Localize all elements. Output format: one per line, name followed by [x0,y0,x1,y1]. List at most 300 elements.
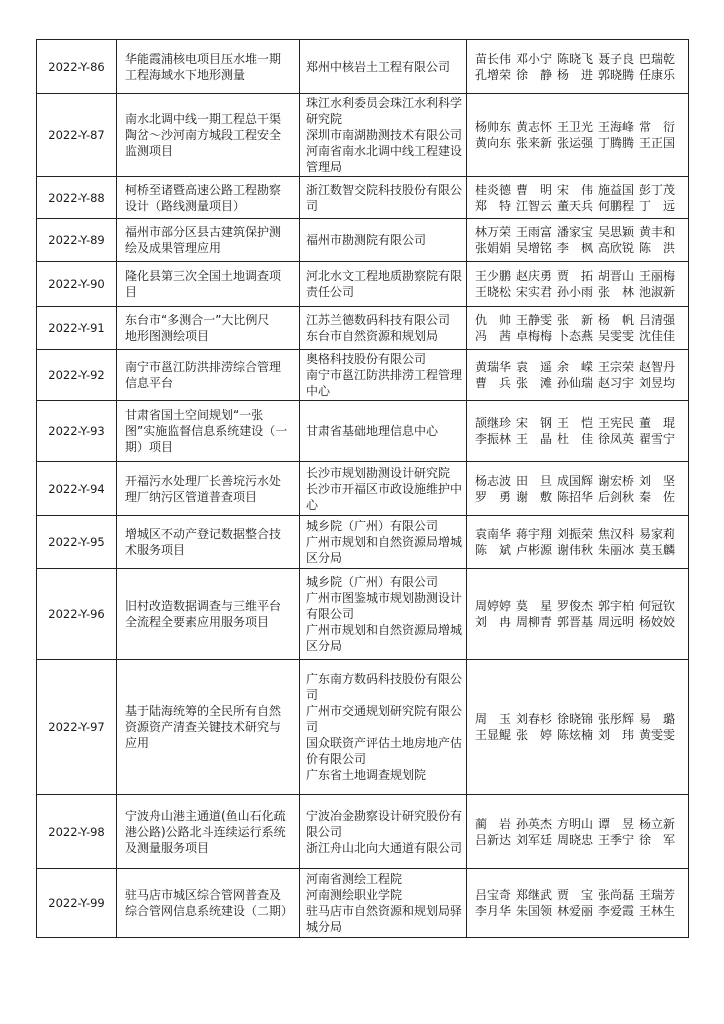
organization-name: 深圳市南湖勘测技术有限公司 [306,128,463,142]
person-name: 曹 兵 [475,376,512,390]
table-row [37,795,689,869]
person-name: 贾 宝 [557,888,594,902]
organization-name: 宁波冶金勘察设计研究股份有限公司 [306,808,463,839]
project-name-line: 综合管网信息系统建设（二期） [125,904,293,918]
person-name: 杜 佳 [557,432,594,446]
person-name: 易 璐 [639,712,676,726]
personnel-row [475,284,684,300]
personnel-row [475,198,684,214]
person-name: 潘家宝 [557,225,594,239]
organization-name: 长沙市开福区市政设施维护中心 [306,481,463,512]
project-code-cell [37,307,117,350]
project-code-cell [37,516,117,569]
person-name: 黄丰和 [639,225,676,239]
project-name-cell [117,219,300,262]
person-name: 赵习宇 [598,376,635,390]
project-name-cell [117,462,300,516]
project-name-line: 应用 [125,736,150,750]
project-code: 2022-Y-99 [48,896,105,910]
project-name-line: 旧村改造数据调查与三维平台 [125,599,282,613]
project-name-line: 宁波舟山港主通道(鱼山石化疏 [125,808,286,823]
project-name-line: 隆化县第三次全国土地调查项 [125,269,282,283]
table-row [37,462,689,516]
project-name-line: 开福污水处理厂长善垸污水处 [125,473,282,488]
organization-name: 城乡院（广州）有限公司 [306,519,439,533]
person-name: 余 嵘 [557,360,594,374]
person-name: 吴增铭 [516,241,553,255]
personnel-cell [467,795,689,869]
person-name: 谭 昱 [598,816,635,831]
person-name: 何冠钦 [639,599,676,613]
person-name: 卢彬源 [516,543,553,557]
project-name-line: 基于陆海统筹的全民所有自然 [125,704,282,718]
organization-cell [300,262,467,307]
personnel-cell [467,307,689,350]
project-name-line: 陶岔～沙河南方城段工程安全 [125,128,282,142]
personnel-cell [467,177,689,219]
person-name: 胡晋山 [598,269,635,283]
project-code-cell [37,401,117,462]
person-name: 吕宝奇 [475,888,512,902]
table-row [37,401,689,462]
organization-name: 广州市规划和自然资源局增城区分局 [306,535,463,565]
person-name: 莫玉麟 [639,543,676,557]
person-name: 张 林 [598,285,635,299]
person-name: 仇 帅 [475,313,512,327]
project-code-cell [37,569,117,660]
person-name: 陈招华 [557,489,594,504]
project-name-line: 福州市部分区县古建筑保护测 [125,225,282,239]
project-name-cell [117,401,300,462]
personnel-row [475,135,684,151]
organization-name: 城乡院（广州）有限公司 [306,575,439,589]
person-name: 吴雯雯 [598,329,635,343]
person-name: 孙英杰 [516,816,553,831]
personnel-row [475,473,684,489]
person-name: 刘 坚 [639,473,676,488]
table-row [37,660,689,795]
personnel-row [475,542,684,558]
project-code: 2022-Y-88 [48,190,105,205]
organization-cell [300,516,467,569]
project-name-cell [117,307,300,350]
person-name: 赵智丹 [639,360,676,374]
person-name: 赵庆勇 [516,269,553,283]
project-code: 2022-Y-95 [48,535,105,549]
person-name: 孙小雨 [557,285,594,299]
project-name-line: 及测量服务项目 [125,840,210,855]
personnel-cell [467,516,689,569]
person-name: 吕新达 [475,832,512,847]
person-name: 冯 茜 [475,329,512,343]
organization-name: 浙江舟山北向大通道有限公司 [306,840,463,855]
project-name-line: 增城区不动产登记数据整合技 [125,527,282,541]
project-code-cell [37,40,117,94]
project-code-cell [37,177,117,219]
table-row [37,177,689,219]
organization-name: 河南省南水北调中线工程建设管理局 [306,144,463,174]
person-name: 黄志怀 [516,120,553,134]
person-name: 丁 远 [639,198,676,213]
organization-name: 广州市规划和自然资源局增城区分局 [306,623,463,653]
project-code: 2022-Y-87 [48,128,105,142]
person-name: 王丽梅 [639,269,676,283]
person-name: 池淑新 [639,285,676,299]
person-name: 郭晓腾 [598,67,635,82]
table-row [37,94,689,177]
project-name-line: 华能霞浦核电项目压水堆一期 [125,51,282,66]
person-name: 方明山 [557,816,594,831]
organization-name: 浙江数智交院科技股份有限公司 [306,182,463,213]
personnel-row [475,119,684,135]
person-name: 孔增荣 [475,67,512,82]
organization-cell [300,177,467,219]
person-name: 张来新 [516,136,553,150]
person-name: 谢 敷 [516,489,553,504]
person-name: 江智云 [516,198,553,213]
table-row [37,262,689,307]
project-name-line: 理厂纳污区管道普查项目 [125,489,258,504]
personnel-row [475,832,684,848]
project-code-cell [37,94,117,177]
project-name-line: 信息平台 [125,376,174,390]
person-name: 袁南华 [475,527,512,541]
person-name: 黄向东 [475,136,512,150]
project-code: 2022-Y-97 [48,720,105,734]
project-name-cell [117,569,300,660]
person-name: 谢伟秋 [557,543,594,557]
organization-cell [300,660,467,795]
project-code-cell [37,350,117,401]
person-name: 郑继武 [516,888,553,902]
person-name: 罗俊杰 [557,599,594,613]
person-name: 桂炎德 [475,182,512,197]
person-name: 张尚磊 [598,888,635,902]
project-name-cell [117,94,300,177]
person-name: 沈佳佳 [639,329,676,343]
personnel-row [475,727,684,743]
project-code: 2022-Y-94 [48,481,105,496]
organization-cell [300,401,467,462]
organization-name: 珠江水利委员会珠江水利科学研究院 [306,96,463,126]
project-code-cell [37,795,117,869]
organization-name: 河南测绘职业学院 [306,888,403,902]
person-name: 黄瑞华 [475,360,512,374]
person-name: 丁腾腾 [598,136,635,150]
person-name: 翟雪宁 [639,432,676,446]
organization-name: 河南省测绘工程院 [306,872,403,886]
personnel-row [475,489,684,505]
project-name-line: 工程海域水下地形测量 [125,67,246,82]
person-name: 张娟娟 [475,241,512,255]
personnel-cell [467,40,689,94]
project-name-cell [117,516,300,569]
project-code: 2022-Y-93 [48,424,105,438]
organization-name: 江苏兰德数码科技有限公司 [306,313,451,327]
person-name: 周远明 [598,615,635,629]
table-row [37,219,689,262]
personnel-row [475,328,684,344]
awards-table [36,39,689,938]
person-name: 王林生 [639,904,676,918]
personnel-row [475,816,684,832]
personnel-row [475,598,684,614]
project-name-cell [117,869,300,938]
organization-cell [300,350,467,401]
person-name: 郭晋基 [557,615,594,629]
person-name: 黄雯雯 [639,728,676,742]
person-name: 蔺 岩 [475,816,512,831]
personnel-row [475,67,684,83]
person-name: 杨志波 [475,473,512,488]
project-name-line: 绘及成果管理应用 [125,241,222,255]
person-name: 刘昱均 [639,376,676,390]
person-name: 聂子良 [598,51,635,66]
personnel-row [475,224,684,240]
organization-cell [300,569,467,660]
project-code: 2022-Y-86 [48,59,105,74]
project-code: 2022-Y-96 [48,607,105,621]
table-row [37,869,689,938]
table-row [37,40,689,94]
project-name-line: 驻马店市城区综合管网普查及 [125,888,282,902]
person-name: 徐凤英 [598,432,635,446]
project-name-line: 港公路)公路北斗连续运行系统 [125,824,286,839]
person-name: 杨 进 [557,67,594,82]
project-name-line: 东台市“多测合一”大比例尺 [125,313,270,327]
person-name: 徐晓锦 [557,712,594,726]
person-name: 郑 特 [475,198,512,213]
person-name: 朱国领 [516,904,553,918]
person-name: 陈晓飞 [557,51,594,66]
person-name: 王瑞芳 [639,888,676,902]
personnel-row [475,182,684,198]
personnel-cell [467,262,689,307]
person-name: 陈 斌 [475,543,512,557]
person-name: 张 婷 [516,728,553,742]
organization-cell [300,869,467,938]
table-row [37,516,689,569]
person-name: 巴瑞乾 [639,51,676,66]
personnel-row [475,240,684,256]
personnel-row [475,887,684,903]
person-name: 陈 洪 [639,241,676,255]
project-code: 2022-Y-98 [48,824,105,839]
person-name: 刘春杉 [516,712,553,726]
person-name: 何鹏程 [598,198,635,213]
project-code: 2022-Y-90 [48,277,105,291]
person-name: 徐 静 [516,67,553,82]
person-name: 宋 钢 [516,416,553,430]
person-name: 常 衍 [639,120,676,134]
person-name: 周婷婷 [475,599,512,613]
personnel-row [475,526,684,542]
person-name: 周柳青 [516,615,553,629]
project-name-line: 南宁市邕江防洪排涝综合管理 [125,360,282,374]
organization-cell [300,94,467,177]
personnel-row [475,268,684,284]
project-name-cell [117,660,300,795]
person-name: 易家莉 [639,527,676,541]
organization-name: 广东南方数码科技股份有限公司 [306,672,463,702]
person-name: 焦汉科 [598,527,635,541]
person-name: 王静雯 [516,313,553,327]
personnel-row [475,903,684,919]
person-name: 李振林 [475,432,512,446]
person-name: 卓梅梅 [516,329,553,343]
person-name: 林爱丽 [557,904,594,918]
person-name: 宋 伟 [557,182,594,197]
person-name: 成国辉 [557,473,594,488]
person-name: 谢宏桥 [598,473,635,488]
project-name-line: 地形图测绘项目 [125,329,210,343]
person-name: 刘 玮 [598,728,635,742]
project-name-line: 监测项目 [125,144,174,158]
organization-name: 甘肃省基础地理信息中心 [306,424,439,438]
project-code-cell [37,462,117,516]
person-name: 李月华 [475,904,512,918]
table-body [37,40,689,938]
personnel-row [475,375,684,391]
person-name: 刘 冉 [475,615,512,629]
person-name: 张 滩 [516,376,553,390]
person-name: 施益国 [598,182,635,197]
person-name: 王宗荣 [598,360,635,374]
table-row [37,569,689,660]
organization-name: 奥格科技股份有限公司 [306,352,427,366]
project-name-line: 期）项目 [125,440,174,454]
organization-name: 驻马店市自然资源和规划局驿城分局 [306,904,463,934]
project-code-cell [37,262,117,307]
person-name: 秦 佐 [639,489,676,504]
person-name: 刘振荣 [557,527,594,541]
project-name-line: 甘肃省国土空间规划“一张 [125,408,264,422]
project-name-line: 全流程全要素应用服务项目 [125,615,270,629]
project-name-line: 目 [125,285,138,299]
person-name: 王 恺 [557,416,594,430]
project-name-line: 资源资产清查关键技术研究与 [125,720,282,734]
project-name-line: 南水北调中线一期工程总干渠 [125,112,282,126]
organization-name: 河北水文工程地质勘察院有限责任公司 [306,269,463,299]
organization-cell [300,219,467,262]
person-name: 蒋宇翔 [516,527,553,541]
person-name: 田 旦 [516,473,553,488]
organization-name: 福州市勘测院有限公司 [306,233,427,247]
project-code: 2022-Y-89 [48,233,105,247]
personnel-row [475,711,684,727]
project-name-cell [117,177,300,219]
person-name: 颉继珍 [475,416,512,430]
organization-name: 国众联资产评估土地房地产估价有限公司 [306,736,463,766]
person-name: 吴思颖 [598,225,635,239]
organization-cell [300,307,467,350]
person-name: 周晓忠 [557,832,594,847]
person-name: 张 新 [557,313,594,327]
person-name: 王少鹏 [475,269,512,283]
personnel-cell [467,869,689,938]
person-name: 苗长伟 [475,51,512,66]
personnel-cell [467,462,689,516]
project-code: 2022-Y-92 [48,368,105,382]
project-code-cell [37,219,117,262]
personnel-row [475,51,684,67]
personnel-row [475,431,684,447]
person-name: 张运强 [557,136,594,150]
person-name: 邓小宁 [516,51,553,66]
person-name: 周 玉 [475,712,512,726]
personnel-cell [467,219,689,262]
project-name-cell [117,350,300,401]
person-name: 宋实君 [516,285,553,299]
person-name: 彭丁茂 [639,182,676,197]
personnel-row [475,312,684,328]
person-name: 吕清强 [639,313,676,327]
organization-name: 长沙市规划勘测设计研究院 [306,465,451,480]
person-name: 张彤辉 [598,712,635,726]
personnel-row [475,415,684,431]
project-name-line: 术服务项目 [125,543,186,557]
project-name-line: 图”实施监督信息系统建设（一 [125,424,288,438]
organization-cell [300,795,467,869]
organization-name: 广州市交通规划研究院有限公司 [306,704,463,734]
person-name: 王宪民 [598,416,635,430]
person-name: 董天兵 [557,198,594,213]
person-name: 王雨富 [516,225,553,239]
person-name: 王晓松 [475,285,512,299]
person-name: 任康乐 [639,67,676,82]
personnel-cell [467,569,689,660]
personnel-cell [467,350,689,401]
person-name: 莫 星 [516,599,553,613]
person-name: 李爱霞 [598,904,635,918]
person-name: 杨帅东 [475,120,512,134]
awards-table-page [36,39,688,938]
project-name-cell [117,262,300,307]
person-name: 王 晶 [516,432,553,446]
table-row [37,307,689,350]
person-name: 徐 军 [639,832,676,847]
person-name: 陈炫楠 [557,728,594,742]
person-name: 王季宁 [598,832,635,847]
person-name: 林万荣 [475,225,512,239]
project-name-cell [117,40,300,94]
person-name: 王海峰 [598,120,635,134]
person-name: 李 枫 [557,241,594,255]
organization-cell [300,40,467,94]
person-name: 刘军廷 [516,832,553,847]
person-name: 杨立新 [639,816,676,831]
organization-name: 广东省土地调查规划院 [306,768,427,782]
table-row [37,350,689,401]
person-name: 郭宇柏 [598,599,635,613]
project-code-cell [37,869,117,938]
project-name-line: 柯桥至诸暨高速公路工程勘察 [125,182,282,197]
organization-name: 南宁市邕江防洪排涝工程管理中心 [306,368,463,398]
person-name: 董 琨 [639,416,676,430]
personnel-cell [467,94,689,177]
person-name: 曹 明 [516,182,553,197]
project-code: 2022-Y-91 [48,321,105,335]
person-name: 贾 拓 [557,269,594,283]
person-name: 王显鲲 [475,728,512,742]
person-name: 罗 勇 [475,489,512,504]
person-name: 杨姣姣 [639,615,676,629]
person-name: 杨 帆 [598,313,635,327]
organization-cell [300,462,467,516]
organization-name: 东台市自然资源和规划局 [306,329,439,343]
person-name: 高欣锐 [598,241,635,255]
project-name-cell [117,795,300,869]
